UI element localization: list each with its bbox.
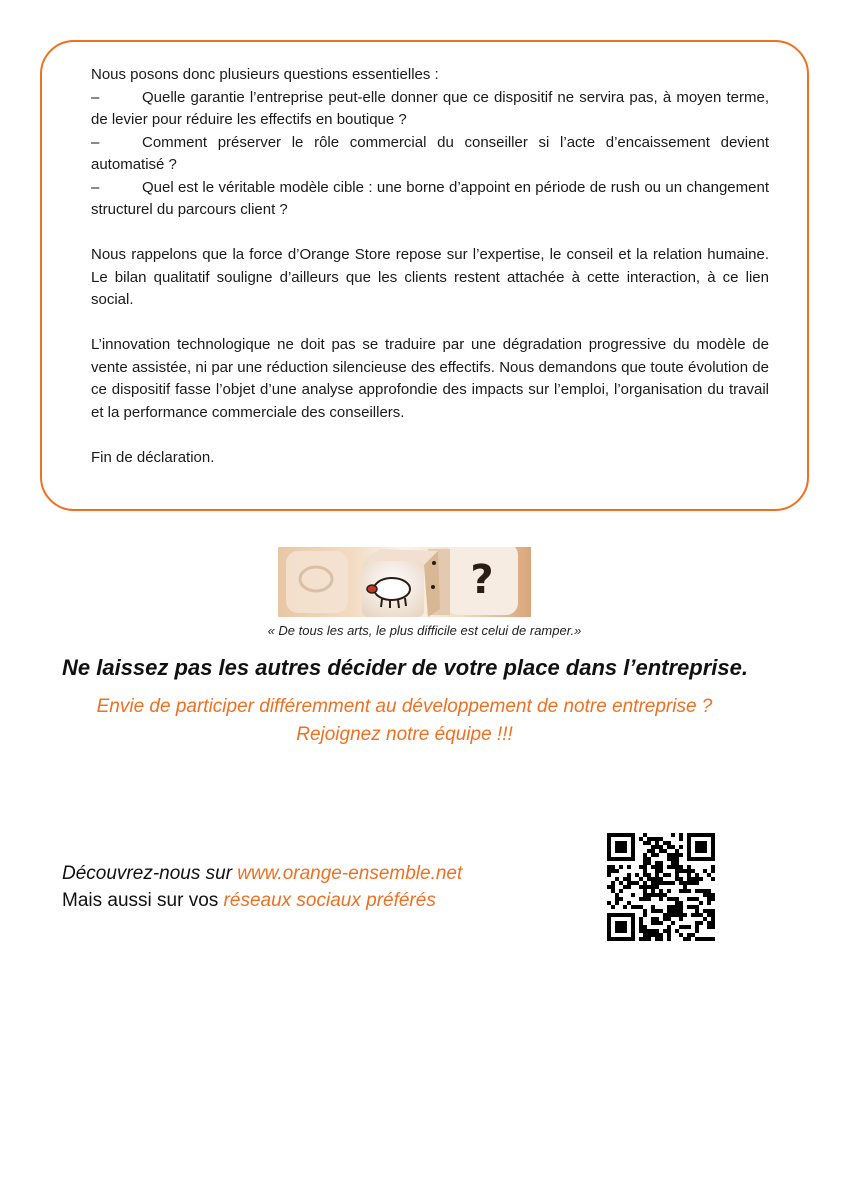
qr-code[interactable] <box>607 833 715 941</box>
cta-line-2: Rejoignez notre équipe !!! <box>296 724 513 745</box>
social-label: Mais aussi sur vos <box>62 890 224 911</box>
website-link[interactable]: www.orange-ensemble.net <box>237 863 463 884</box>
question-1: – Quelle garantie l’entreprise peut-elle donner que ce dispositif ne servira pas, à moyen terme, de levier pour réduire les effectifs en boutique ? <box>91 88 769 128</box>
question-3: – Quel est le véritable modèle cible : une borne d’appoint en période de rush ou un changement structurel du parcours client ? <box>91 178 769 218</box>
svg-text:?: ? <box>470 557 494 603</box>
call-to-action <box>0 693 809 749</box>
discover-label: Découvrez-nous sur <box>62 863 238 884</box>
question-2: – Comment préserver le rôle commercial du conseiller si l’acte d’encaissement devient automatisé ? <box>91 133 769 173</box>
declaration-text <box>91 64 769 469</box>
dice-photo <box>278 547 531 617</box>
contact-block <box>62 860 462 914</box>
paragraph-innovation: L’innovation technologique ne doit pas se traduire par une dégradation progressive du modèle de vente assistée, ni par une réduction silencieuse des effectifs. Nous demandons que toute évolution de ce dispositif fasse l’objet d’une analyse approfondie des impacts sur l’emploi, l’organisation du travail et la performance commerciale des conseillers. <box>91 336 769 421</box>
social-networks-link[interactable]: réseaux sociaux préférés <box>223 890 436 911</box>
intro-text: Nous posons donc plusieurs questions essentielles : <box>91 66 439 83</box>
cta-line-1: Envie de participer différemment au développement de notre entreprise ? <box>96 696 713 717</box>
image-caption: « De tous les arts, le plus difficile est celui de ramper.» <box>267 623 582 638</box>
closing-text: Fin de déclaration. <box>91 448 215 466</box>
headline: Ne laissez pas les autres décider de votre place dans l’entreprise. <box>62 655 748 680</box>
paragraph-store: Nous rappelons que la force d’Orange Store repose sur l’expertise, le conseil et la relation humaine. Le bilan qualitatif souligne d’ailleurs que les clients restent attachée à cette interaction, à ce lien social. <box>91 246 769 308</box>
